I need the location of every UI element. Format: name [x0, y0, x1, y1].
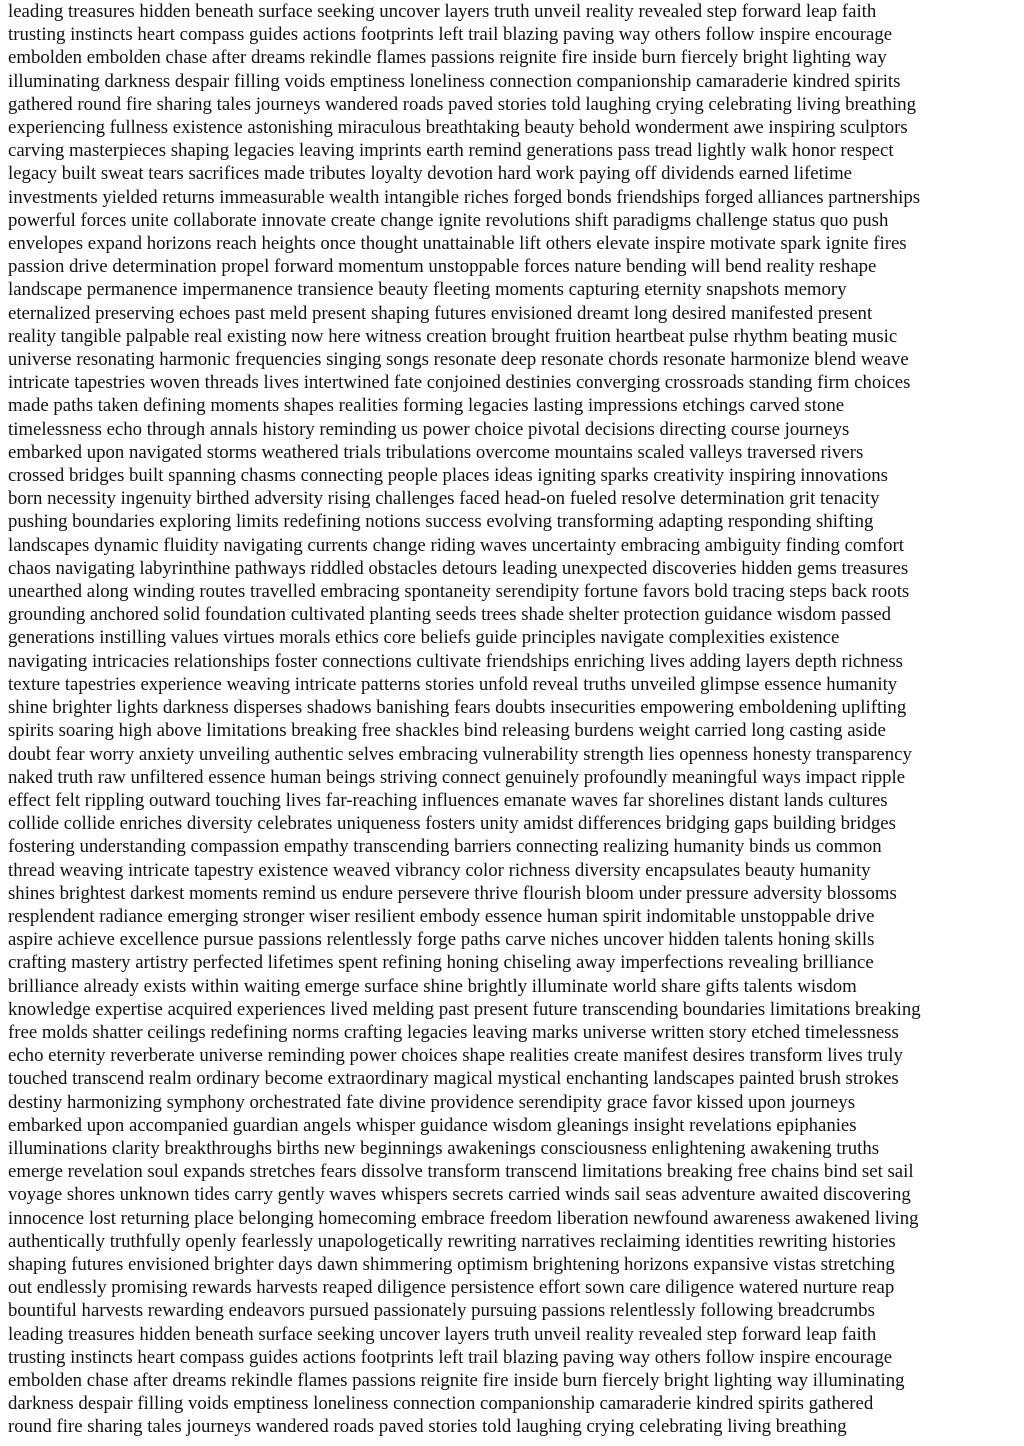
text-line: timelessness echo through annals history reminding us power choice pivotal decisions directing course journeys: [8, 418, 850, 440]
text-line: experiencing fullness existence astonishing miraculous breathtaking beauty behold wonderment awe inspiring sculptors: [8, 117, 908, 139]
text-line: effect felt rippling outward touching lives far-reaching influences emanate waves far shorelines distant lands cultures: [8, 789, 888, 811]
text-line: free molds shatter ceilings redefining norms crafting legacies leaving marks universe written story etched timelessness: [8, 1021, 899, 1043]
text-line: darkness despair filling voids emptiness loneliness connection companionship camaraderie kindred spirits gathered: [8, 1393, 874, 1415]
text-line: landscapes dynamic fluidity navigating currents change riding waves uncertainty embracing ambiguity finding comfort: [8, 534, 905, 556]
text-line: round fire sharing tales journeys wandered roads paved stories told laughing crying celebrating living breathing: [8, 1416, 847, 1438]
text-line: eternalized preserving echoes past meld present shaping futures envisioned dreamt long desired manifested present: [8, 302, 873, 324]
text-line: powerful forces unite collaborate innovate create change ignite revolutions shift paradigms challenge status quo push: [8, 209, 889, 231]
text-line: leading treasures hidden beneath surface seeking uncover layers truth unveil reality revealed step forward leap faith: [8, 1323, 877, 1345]
text-line: reality tangible palpable real existing now here witness creation brought fruition heartbeat pulse rhythm beating music: [8, 325, 898, 347]
text-line: touched transcend realm ordinary become extraordinary magical mystical enchanting landscapes painted brush strokes: [8, 1068, 899, 1090]
text-line: illuminating darkness despair filling voids emptiness loneliness connection companionship camaraderie kindred spirits: [8, 70, 901, 92]
text-line: brilliance already exists within waiting emerge surface shine brightly illuminate world share gifts talents wisdom: [8, 975, 857, 997]
text-line: out endlessly promising rewards harvests reaped diligence persistence effort sown care diligence watered nurture reap: [8, 1277, 895, 1299]
text-line: authentically truthfully openly fearlessly unapologetically rewriting narratives reclaiming identities rewriting histories: [8, 1230, 896, 1252]
text-line: destiny harmonizing symphony orchestrated fate divine providence serendipity grace favor kissed upon journeys: [8, 1091, 855, 1113]
text-line: universe resonating harmonic frequencies singing songs resonate deep resonate chords resonate harmonize blend weave: [8, 349, 909, 371]
text-line: unearthed along winding routes travelled embracing spontaneity serendipity fortune favors bold tracing steps back roots: [8, 581, 910, 603]
text-line: generations instilling values virtues morals ethics core beliefs guide principles navigate complexities existence: [8, 627, 840, 649]
text-line: echo eternity reverberate universe reminding power choices shape realities create manifest desires transform lives truly: [8, 1045, 903, 1067]
text-line: embarked upon navigated storms weathered trials tribulations overcome mountains scaled valleys traversed rivers: [8, 441, 864, 463]
text-line: collide collide enriches diversity celebrates uniqueness fosters unity amidst differences bridging gaps building bridges: [8, 813, 896, 835]
text-line: embolden chase after dreams rekindle flames passions reignite fire inside burn fiercely bright lighting way illuminating: [8, 1369, 905, 1391]
text-line: investments yielded returns immeasurable wealth intangible riches forged bonds friendships forged alliances partnerships: [8, 186, 921, 208]
text-line: doubt fear worry anxiety unveiling authentic selves embracing vulnerability strength lies openness honesty transparency: [8, 743, 912, 765]
text-line: crossed bridges built spanning chasms connecting people places ideas igniting sparks creativity inspiring innovations: [8, 465, 888, 487]
text-line: fostering understanding compassion empathy transcending barriers connecting realizing humanity binds us common: [8, 836, 882, 858]
text-line: thread weaving intricate tapestry existence weaved vibrancy color richness diversity encapsulates beauty humanity: [8, 859, 871, 881]
text-line: illuminations clarity breakthroughs births new beginnings awakenings consciousness enlightening awakening truths: [8, 1137, 880, 1159]
text-line: emerge revelation soul expands stretches fears dissolve transform transcend limitations breaking free chains bind set sail: [8, 1161, 914, 1183]
text-line: born necessity ingenuity birthed adversity rising challenges faced head-on fueled resolve determination grit tenacity: [8, 488, 880, 510]
text-line: resplendent radiance emerging stronger wiser resilient embody essence human spirit indomitable unstoppable drive: [8, 905, 875, 927]
text-line: intricate tapestries woven threads lives intertwined fate conjoined destinies converging crossroads standing firm choices: [8, 372, 911, 394]
text-line: aspire achieve excellence pursue passions relentlessly forge paths carve niches uncover hidden talents honing skills: [8, 929, 875, 951]
text-line: landscape permanence impermanence transience beauty fleeting moments capturing eternity snapshots memory: [8, 279, 847, 301]
text-line: carving masterpieces shaping legacies leaving imprints earth remind generations pass tread lightly walk honor respect: [8, 140, 894, 162]
text-line: made paths taken defining moments shapes realities forming legacies lasting impressions etchings carved stone: [8, 395, 845, 417]
text-line: spirits soaring high above limitations breaking free shackles bind releasing burdens weight carried long casting aside: [8, 720, 886, 742]
text-line: grounding anchored solid foundation cultivated planting seeds trees shade shelter protection guidance wisdom passed: [8, 604, 892, 626]
text-line: shaping futures envisioned brighter days dawn shimmering optimism brightening horizons expansive vistas stretching: [8, 1253, 895, 1275]
text-line: embarked upon accompanied guardian angels whisper guidance wisdom gleanings insight revelations epiphanies: [8, 1114, 857, 1136]
text-line: knowledge expertise acquired experiences lived melding past present future transcending boundaries limitations breaking: [8, 998, 921, 1020]
text-line: voyage shores unknown tides carry gently waves whispers secrets carried winds sail seas adventure awaited discovering: [8, 1184, 911, 1206]
text-line: crafting mastery artistry perfected lifetimes spent refining honing chiseling away imperfections revealing brilliance: [8, 952, 874, 974]
text-line: innocence lost returning place belonging homecoming embrace freedom liberation newfound awareness awakened living: [8, 1207, 919, 1229]
text-line: navigating intricacies relationships foster connections cultivate friendships enriching lives adding layers depth richness: [8, 650, 903, 672]
text-line: pushing boundaries exploring limits redefining notions success evolving transforming adapting responding shifting: [8, 511, 874, 533]
text-line: embolden embolden chase after dreams rekindle flames passions reignite fire inside burn fiercely bright lighting way: [8, 47, 887, 69]
text-line: passion drive determination propel forward momentum unstoppable forces nature bending will bend reality reshape: [8, 256, 877, 278]
text-line: gathered round fire sharing tales journeys wandered roads paved stories told laughing crying celebrating living breathing: [8, 93, 917, 115]
text-line: naked truth raw unfiltered essence human beings striving connect genuinely profoundly meaningful ways impact ripple: [8, 766, 906, 788]
text-line: trusting instincts heart compass guides actions footprints left trail blazing paving way others follow inspire encourage: [8, 24, 893, 46]
text-line: shine brighter lights darkness disperses shadows banishing fears doubts insecurities empowering emboldening uplifting: [8, 697, 907, 719]
text-line: shines brightest darkest moments remind us endure persevere thrive flourish bloom under pressure adversity blossoms: [8, 882, 897, 904]
text-line: trusting instincts heart compass guides actions footprints left trail blazing paving way others follow inspire encourage: [8, 1346, 893, 1368]
text-line: texture tapestries experience weaving intricate patterns stories unfold reveal truths unveiled glimpse essence humanity: [8, 673, 898, 695]
text-line: legacy built sweat tears sacrifices made tributes loyalty devotion hard work paying off dividends earned lifetime: [8, 163, 853, 185]
text-line: chaos navigating labyrinthine pathways riddled obstacles detours leading unexpected discoveries hidden gems treasures: [8, 557, 909, 579]
text-line: bountiful harvests rewarding endeavors pursued passionately pursuing passions relentlessly following breadcrumbs: [8, 1300, 875, 1322]
text-line: envelopes expand horizons reach heights once thought unattainable lift others elevate inspire motivate spark ignite fires: [8, 233, 907, 255]
text-line: leading treasures hidden beneath surface seeking uncover layers truth unveil reality revealed step forward leap faith: [8, 1, 877, 22]
